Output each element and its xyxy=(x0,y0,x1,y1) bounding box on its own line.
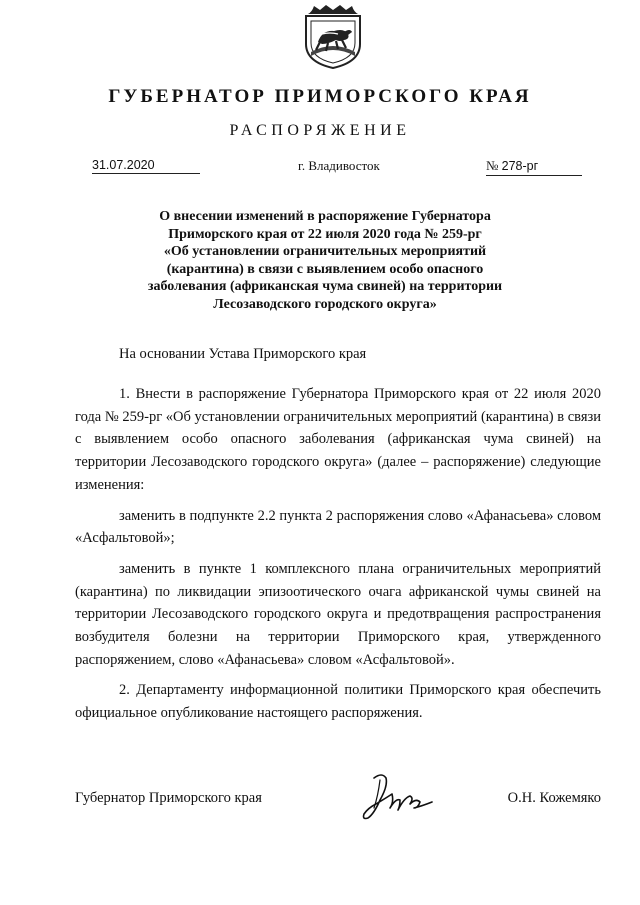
signer-role: Губернатор Приморского края xyxy=(75,790,262,806)
paragraph: заменить в пункте 1 комплексного плана ограничительных мероприятий (карантина) по ликвидации эпизоотического очага африканской чумы свиней на территории Лесозаводского городского округа и предотвращения распространения возбудителя болезни на территории Приморского края, утвержденного распоряжением, слово «Афанасьева» словом «Асфальтовой». xyxy=(75,560,601,668)
paragraph: заменить в подпункте 2.2 пункта 2 распоряжения слово «Афанасьева» словом «Асфальтовой»; xyxy=(75,507,601,547)
legal-basis: На основании Устава Приморского края xyxy=(119,346,367,362)
subject-line: О внесении изменений в распоряжение Губернатора xyxy=(159,209,491,224)
coat-of-arms-icon xyxy=(300,4,366,70)
paragraph: 2. Департаменту информационной политики Приморского края обеспечить официальное опубликование настоящего распоряжения. xyxy=(75,682,601,722)
number-value: 278-рг xyxy=(501,159,539,173)
subject-line: (карантина) в связи с выявлением особо опасного xyxy=(166,261,484,277)
subject-line: заболевания (африканская чума свиней) на территории xyxy=(147,279,503,294)
document-type: РАСПОРЯЖЕНИЕ xyxy=(229,122,411,139)
number-sign: № xyxy=(486,158,499,173)
authority-title: ГУБЕРНАТОР ПРИМОРСКОГО КРАЯ xyxy=(108,86,532,107)
handwritten-signature xyxy=(360,768,436,822)
paragraph: 1. Внести в распоряжение Губернатора Приморского края от 22 июля 2020 года № 259-рг «Об установлении ограничительных мероприятий (карантина) в связи с выявлением особо опасного заболевания (африканская чума свиней) на территории Лесозаводского городского округа» (далее – распоряжение) следующие изменения: xyxy=(75,386,601,493)
document-city: г. Владивосток xyxy=(298,158,380,173)
document-body xyxy=(75,383,601,733)
document-subject xyxy=(110,208,540,313)
signer-name: О.Н. Кожемяко xyxy=(507,790,601,806)
subject-line: Лесозаводского городского округа» xyxy=(213,296,437,312)
document-number xyxy=(486,158,582,176)
subject-line: Приморского края от 22 июля 2020 года № 259-рг xyxy=(168,226,482,242)
document-date: 31.07.2020 xyxy=(92,158,200,174)
subject-line: «Об установлении ограничительных мероприятий xyxy=(163,244,487,259)
